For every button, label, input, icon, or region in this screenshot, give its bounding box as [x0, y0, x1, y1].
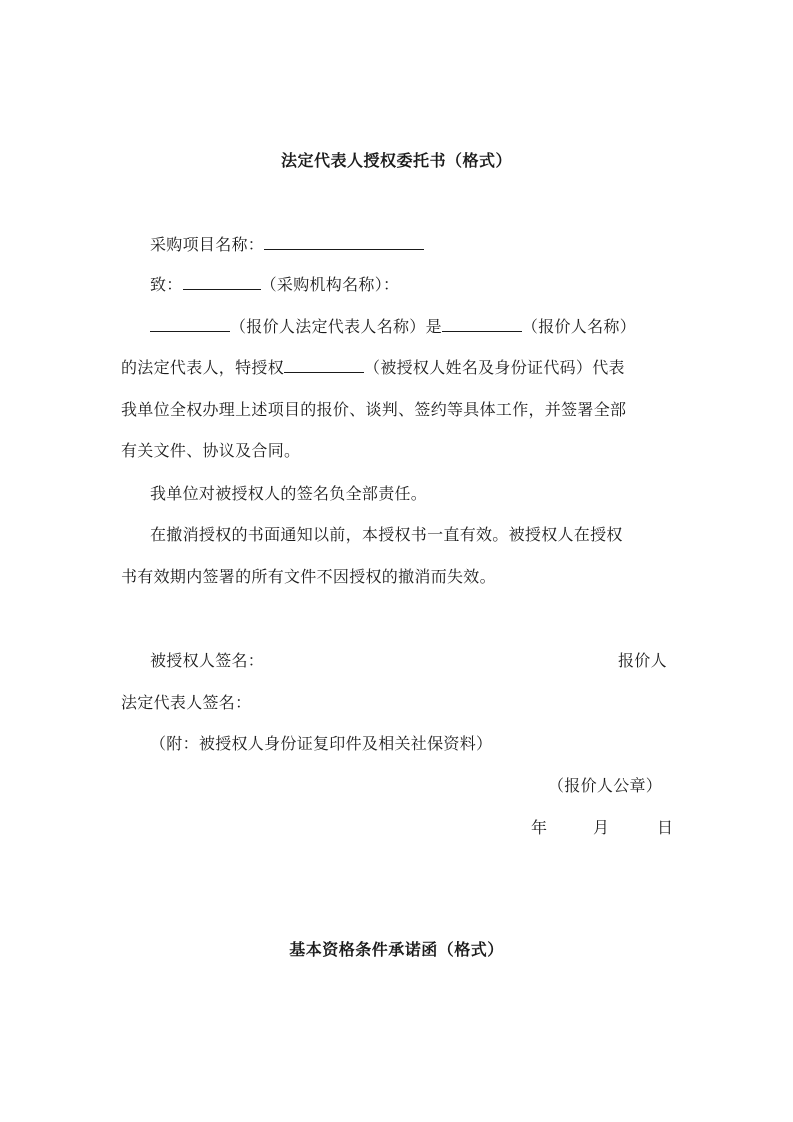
date-month: 月 — [593, 818, 610, 837]
addressee-line — [150, 272, 399, 295]
to-suffix: （采购机构名称）： — [260, 275, 400, 294]
para3-line1: 在撤消授权的书面通知以前，本授权书一直有效。被授权人在授权 — [150, 525, 623, 544]
para1-line2 — [121, 355, 625, 378]
legal-rep-signature-label: 法定代表人签名： — [121, 693, 252, 712]
bidder-name-blank — [442, 317, 522, 332]
authorization-title: 法定代表人授权委托书（格式） — [280, 151, 512, 170]
to-label: 致： — [150, 275, 183, 294]
agent-name-blank — [284, 358, 364, 373]
qualification-title: 基本资格条件承诺函（格式） — [289, 940, 504, 959]
para1-text-b: （报价人名称） — [521, 317, 637, 336]
project-name-blank — [264, 235, 424, 250]
para1-text-a: （报价人法定代表人名称）是 — [230, 317, 442, 336]
attachment-note: （附：被授权人身份证复印件及相关社保资料） — [150, 734, 493, 753]
agent-signature-label: 被授权人签名： — [150, 651, 265, 670]
agency-blank — [183, 275, 261, 290]
project-name-label: 采购项目名称： — [150, 235, 265, 254]
para3-line2: 书有效期内签署的所有文件不因授权的撤消而失效。 — [121, 567, 496, 586]
para1-line2-text-a: 的法定代表人，特授权 — [121, 358, 285, 377]
para1-line4: 有关文件、协议及合同。 — [121, 441, 301, 460]
legal-rep-blank — [150, 317, 230, 332]
para1-line3: 我单位全权办理上述项目的报价、谈判、签约等具体工作，并签署全部 — [121, 400, 627, 419]
para1-line2-text-b: （被授权人姓名及身份证代码）代表 — [364, 358, 625, 377]
seal-label: （报价人公章） — [548, 776, 663, 795]
para1-line1 — [150, 314, 636, 337]
date-day: 日 — [657, 818, 674, 837]
para2: 我单位对被授权人的签名负全部责任。 — [150, 484, 428, 503]
bidder-label: 报价人 — [618, 651, 667, 670]
project-name-line — [150, 232, 424, 255]
date-year: 年 — [531, 818, 548, 837]
